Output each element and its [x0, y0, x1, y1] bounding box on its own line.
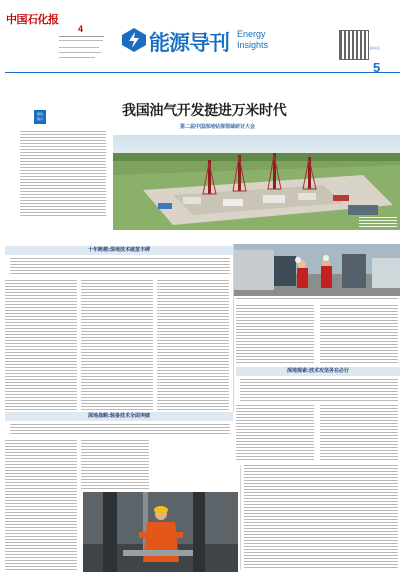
right-col-1-text [236, 305, 314, 365]
intro-paragraph [10, 258, 230, 274]
paper-name: 中国石化报 [6, 13, 59, 26]
section-2-intro [240, 379, 398, 401]
side-tag-text: 阅读 提示 [36, 112, 43, 121]
section-title-en-1: Energy [237, 29, 266, 39]
right-col-1-text-b [236, 405, 314, 461]
qr-caption-lines [368, 34, 390, 53]
workers-photo-caption [236, 298, 398, 301]
subhead-3: 深地战略:装备技术全面突破 [87, 413, 150, 419]
header-rule [5, 72, 400, 73]
column-rule [240, 465, 241, 570]
section-3-intro [10, 424, 230, 436]
section-logo [121, 25, 291, 65]
column-rule [233, 244, 234, 412]
lead-text [18, 131, 108, 217]
bottom-col-3-text [244, 465, 398, 570]
subhead-1: 十年跨越:深地技术破茧丰碑 [87, 247, 150, 253]
col-3-text [157, 280, 229, 350]
page-number: 5 [373, 60, 381, 75]
section-title: 能源导刊 [149, 31, 229, 55]
subhead-bar-2 [236, 367, 400, 376]
col-2-text [81, 280, 153, 350]
right-col-2-text [320, 305, 398, 365]
qr-caption: 扫码关注 [368, 46, 381, 50]
headline-main: 我国油气开发挺进万米时代 [122, 103, 287, 119]
subhead-bar-3 [5, 412, 233, 421]
masthead-info [59, 26, 111, 64]
issue-day: 4 [78, 24, 84, 34]
masthead-logo [6, 8, 61, 26]
energy-icon [121, 27, 147, 53]
headline [114, 96, 400, 136]
workers-photo [234, 244, 400, 296]
hero-photo-caption [359, 217, 397, 227]
headline-sub: 第二届中国深地钻探领域研讨大会 [180, 124, 256, 130]
sec3-col-1-text [5, 440, 77, 570]
col-1-text-b [5, 352, 77, 410]
subhead-bar-1 [5, 246, 233, 255]
section-title-en-2: Insights [237, 40, 269, 50]
col-1-text [5, 280, 77, 350]
right-col-2-text-b [320, 405, 398, 461]
col-2-text-b [81, 352, 153, 410]
hero-photo [113, 135, 400, 230]
subhead-2: 深地探索:技术攻坚务在必行 [286, 368, 349, 374]
qr-code[interactable] [339, 30, 369, 60]
col-3-text-b [157, 352, 229, 410]
sec3-col-2-text [81, 440, 149, 490]
rig-floor-photo [83, 492, 238, 572]
side-tag [34, 110, 46, 124]
